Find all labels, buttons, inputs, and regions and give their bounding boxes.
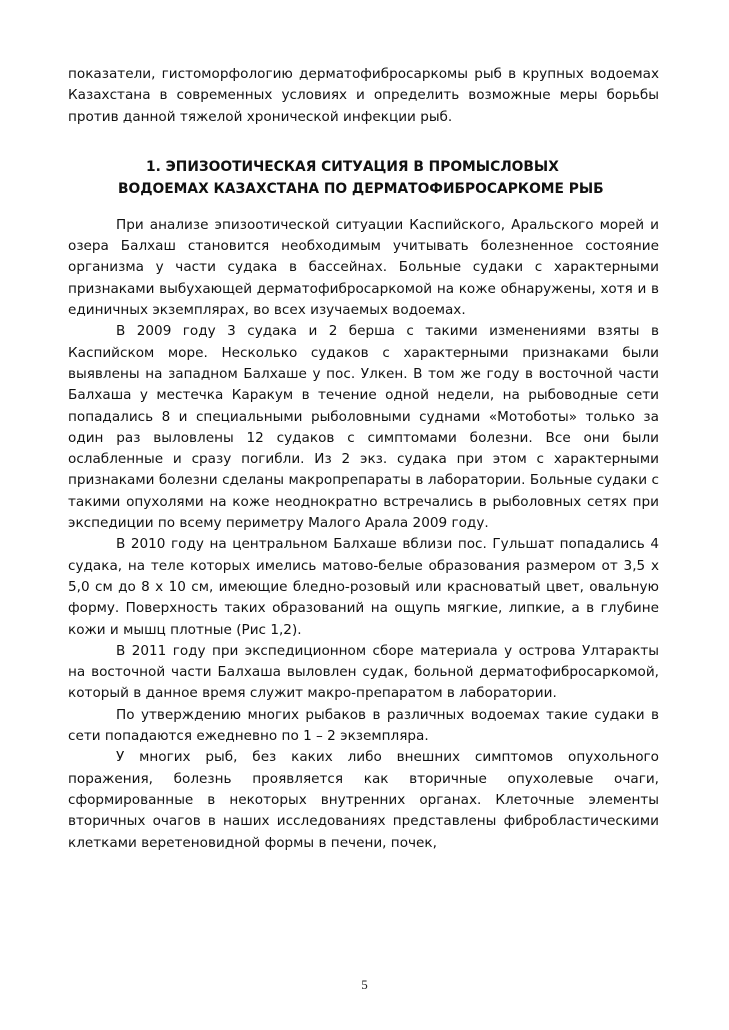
page-number: 5 [361, 977, 368, 992]
section-heading-line-1: 1. ЭПИЗООТИЧЕСКАЯ СИТУАЦИЯ В ПРОМЫСЛОВЫХ [146, 158, 559, 175]
body-paragraph-5: По утверждению многих рыбаков в различных водоемах такие судаки в сети попадаются ежедневно по 1 – 2 экземпляра. [68, 706, 659, 745]
intro-paragraph: показатели, гистоморфологию дерматофибросаркомы рыб в крупных водоемах Казахстана в современных условиях и определить возможные меры борьбы против данной тяжелой хронической инфекции рыб. [68, 66, 659, 125]
body-paragraph-3: В 2010 году на центральном Балхаше вблизи пос. Гульшат попадались 4 судака, на теле которых имелись матово-белые образования размером от 3,5 х 5,0 см до 8 х 10 см, имеющие бледно-розовый или красноватый цвет, овальную форму. Поверхность таких образований на ощупь мягкие, липкие, а в глубине кожи и мышц плотные (Рис 1,2). [68, 536, 659, 638]
body-paragraph-1: При анализе эпизоотической ситуации Каспийского, Аральского морей и озера Балхаш становится необходимым учитывать болезненное состояние организма у части судака в бассейнах. Больные судаки с характерными признаками выбухающей дерматофибросаркомой на коже обнаружены, хотя и в единичных экземплярах, во всех изучаемых водоемах. [68, 216, 659, 319]
body-paragraph-2: В 2009 году 3 судака и 2 берша с такими изменениями взяты в Каспийском море. Несколько судаков с характерными признаками были выявлены на западном Балхаше у пос. Улкен. В том же году в восточной части Балхаша у местечка Каракум в течение одной недели, на рыбоводные сети попадались 8 и специальными рыболовными суднами «Мотоботы» только за один раз выловлены 12 судаков с симптомами болезни. Все они были ослабленные и сразу погибли. Из 2 экз. судака при этом с характерными признаками болезни сделаны макропрепараты в лаборатории. Больные судаки с такими опухолями на коже неоднократно встречались в рыболовных сетях при экспедиции по всему периметру Малого Арала 2009 году. [68, 323, 659, 532]
section-heading-line-2: ВОДОЕМАХ КАЗАХСТАНА ПО ДЕРМАТОФИБРОСАРКОМЕ РЫБ [118, 180, 604, 197]
document-page [68, 64, 659, 854]
section-heading [68, 156, 659, 200]
body-paragraph-4: В 2011 году при экспедиционном сборе материала у острова Ултаракты на восточной части Балхаша выловлен судак, больной дерматофибросаркомой, который в данное время служит макро-препаратом в лаборатории. [68, 642, 659, 702]
body-paragraph-6: У многих рыб, без каких либо внешних симптомов опухольного поражения, болезнь проявляется как вторичные опухолевые очаги, сформированные в некоторых внутренних органах. Клеточные элементы вторичных очагов в наших исследованиях представлены фибробластическими клетками веретеновидной формы в печени, почек, [68, 749, 659, 851]
